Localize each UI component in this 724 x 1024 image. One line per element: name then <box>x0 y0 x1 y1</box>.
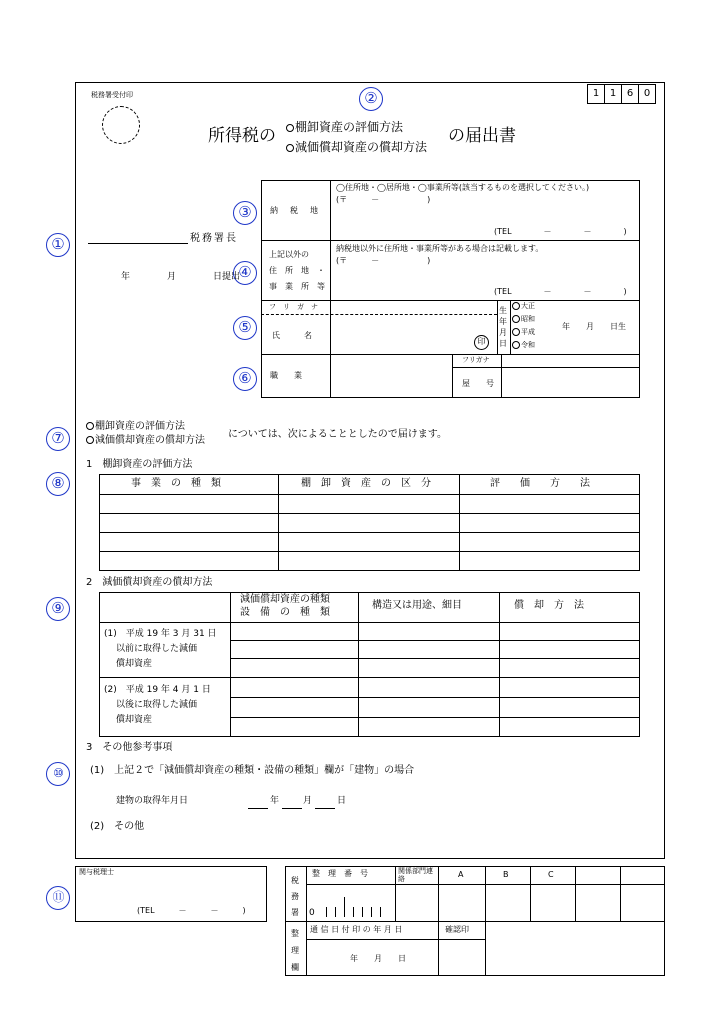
title-option-1-label: 棚卸資産の評価方法 <box>295 120 404 134</box>
office-day-submit: 日提出 <box>213 272 241 282</box>
statement-option-1[interactable] <box>86 422 185 432</box>
section2-heading: 2 減価償却資産の償却方法 <box>86 577 213 588</box>
comm-date-ymd: 年 月 日 <box>350 954 406 963</box>
marker-6: ⑥ <box>233 367 257 391</box>
divider <box>261 300 640 301</box>
tax-place-tel[interactable]: (TEL － － ) <box>494 227 627 236</box>
era-label: 平成 <box>521 328 535 336</box>
name-label: 氏 名 <box>272 331 312 340</box>
divider <box>230 697 640 698</box>
divider <box>99 513 640 514</box>
office-side-label-2: 整理欄 <box>291 929 299 972</box>
divider <box>485 866 486 921</box>
statement-option-2[interactable] <box>86 436 205 446</box>
statement-option-1-label: 棚卸資産の評価方法 <box>95 421 185 432</box>
office-year: 年 <box>121 272 131 282</box>
inventory-header-category: 棚 卸 資 産 の 区 分 <box>301 478 431 489</box>
title-prefix: 所得税の <box>208 126 276 146</box>
acq-day: 日 <box>337 796 347 806</box>
divider <box>452 354 453 398</box>
divider <box>99 622 640 623</box>
depr-header-kind-1: 減価償却資産の種類 <box>240 594 330 605</box>
divider <box>230 717 640 718</box>
marker-3: ③ <box>233 201 257 225</box>
seal-icon <box>474 335 489 350</box>
era-reiwa[interactable] <box>512 341 535 349</box>
stamp-label: 税務署受付印 <box>91 91 133 99</box>
form-code-digit: 1 <box>604 84 622 104</box>
divider <box>499 592 500 737</box>
seal-text: 印 <box>477 337 486 346</box>
marker-5: ⑤ <box>233 316 257 340</box>
form-code-digit: 1 <box>587 84 605 104</box>
col-a-label: A <box>458 870 464 879</box>
acq-year: 年 <box>270 796 280 806</box>
occupation-label: 職 業 <box>270 371 302 380</box>
col-b-label: B <box>503 870 509 879</box>
seiri-number-ticks[interactable] <box>318 897 393 917</box>
birth-ymd: 年 月 日生 <box>562 322 626 331</box>
marker-7: ⑦ <box>46 427 70 451</box>
form-code-digit: 6 <box>621 84 639 104</box>
divider <box>510 300 511 354</box>
divider <box>99 532 640 533</box>
other-addr-label-1: 上記以外の <box>269 250 309 259</box>
divider <box>306 884 665 885</box>
other-addr-label-3: 事 業 所 等 <box>269 282 325 291</box>
other-addr-label-2: 住 所 地 ・ <box>269 266 325 275</box>
office-suffix: 税務署長 <box>190 233 238 244</box>
era-label: 大正 <box>521 302 535 310</box>
seiri-number-label: 整 理 番 号 <box>312 869 368 878</box>
divider <box>278 474 279 571</box>
divider <box>285 921 665 922</box>
divider <box>358 592 359 737</box>
radio-icon <box>286 144 294 152</box>
tax-accountant-tel[interactable]: (TEL － － ) <box>137 906 246 915</box>
inventory-header-business: 事 業 の 種 類 <box>131 478 221 489</box>
divider <box>99 494 640 495</box>
inventory-header-method: 評 価 方 法 <box>490 478 595 489</box>
office-side-label-1: 税務署 <box>291 876 299 917</box>
divider <box>452 367 640 368</box>
trade-name-label: 屋 号 <box>462 379 494 388</box>
radio-icon <box>512 302 520 310</box>
office-line <box>88 243 188 244</box>
title-option-1 <box>286 121 403 133</box>
acq-day-line[interactable] <box>315 808 335 809</box>
title-suffix: の届出書 <box>448 126 516 146</box>
title-option-2-label: 減価償却資産の償却方法 <box>295 140 428 154</box>
section3-item1: (1) 上記２で「減価償却資産の種類・設備の種類」欄が「建物」の場合 <box>90 765 415 776</box>
furigana-label: フ リ ガ ナ <box>269 303 318 311</box>
section3-item2: (2) その他 <box>90 821 145 832</box>
acq-label: 建物の取得年月日 <box>116 796 189 806</box>
tax-place-label: 納 税 地 <box>270 206 320 215</box>
depr-header-method: 償 却 方 法 <box>514 600 584 611</box>
other-addr-postal[interactable]: (〒 － ) <box>336 256 431 265</box>
divider <box>497 300 498 354</box>
marker-10: ⑩ <box>46 762 70 786</box>
radio-icon <box>86 422 94 430</box>
era-showa[interactable] <box>512 315 535 323</box>
radio-icon <box>512 341 520 349</box>
era-heisei[interactable] <box>512 328 535 336</box>
divider <box>459 474 460 571</box>
marker-9: ⑨ <box>46 597 70 621</box>
divider <box>485 921 486 976</box>
divider <box>438 921 439 976</box>
seiri-number-zero: 0 <box>309 908 315 918</box>
radio-icon <box>512 328 520 336</box>
divider <box>230 592 231 737</box>
depr-row1-line3: 償却資産 <box>116 659 153 669</box>
form-code-digit: 0 <box>638 84 656 104</box>
statement-option-2-label: 減価償却資産の償却方法 <box>95 435 205 446</box>
divider <box>530 866 531 921</box>
divider <box>501 354 502 398</box>
radio-icon <box>86 436 94 444</box>
statement-text: については、次によることとしたので届けます。 <box>228 429 447 440</box>
acq-month: 月 <box>303 796 313 806</box>
acq-month-line[interactable] <box>282 808 302 809</box>
acq-year-line[interactable] <box>248 808 268 809</box>
birth-label: 生年月日 <box>499 306 507 348</box>
related-dept-label: 関係部門連 絡 <box>398 867 440 883</box>
confirm-label: 確認印 <box>445 925 469 934</box>
divider <box>575 866 576 921</box>
marker-2: ② <box>359 87 383 111</box>
era-taisho[interactable] <box>512 302 535 310</box>
depr-row2-line3: 償却資産 <box>116 715 153 725</box>
stamp-circle <box>102 106 140 144</box>
trade-name-furigana: フリガナ <box>462 356 490 364</box>
divider <box>620 866 621 921</box>
marker-11: ⑪ <box>46 886 70 910</box>
era-label: 令和 <box>521 341 535 349</box>
depr-row1-line1: (1) 平成 19 年 3 月 31 日 <box>104 629 217 639</box>
divider <box>395 866 396 921</box>
comm-date-label: 通 信 日 付 印 の 年 月 日 <box>310 925 403 934</box>
depreciation-table <box>99 592 640 737</box>
divider <box>261 240 640 241</box>
era-label: 昭和 <box>521 315 535 323</box>
tax-place-postal[interactable]: (〒 － ) <box>336 195 431 204</box>
divider <box>230 658 640 659</box>
divider <box>99 551 640 552</box>
divider <box>306 939 485 940</box>
divider <box>99 677 640 678</box>
section3-heading: 3 その他参考事項 <box>86 742 173 753</box>
office-month: 月 <box>167 272 177 282</box>
depr-header-struct: 構造又は用途、細目 <box>372 600 462 611</box>
divider <box>261 354 640 355</box>
other-addr-note: 納税地以外に住所地・事業所等がある場合は記載します。 <box>336 244 544 253</box>
divider <box>330 180 331 398</box>
depr-header-kind-2: 設 備 の 種 類 <box>240 607 330 618</box>
divider <box>261 314 497 315</box>
divider <box>230 640 640 641</box>
other-addr-tel[interactable]: (TEL － － ) <box>494 287 627 296</box>
depr-row2-line1: (2) 平成 19 年 4 月 1 日 <box>104 685 211 695</box>
title-option-2 <box>286 141 427 153</box>
tax-accountant-label: 関与税理士 <box>79 868 114 876</box>
depr-row2-line2: 以後に取得した減価 <box>116 700 198 710</box>
marker-4: ④ <box>233 261 257 285</box>
radio-icon <box>286 124 294 132</box>
marker-1: ① <box>46 233 70 257</box>
marker-8: ⑧ <box>46 472 70 496</box>
section1-heading: 1 棚卸資産の評価方法 <box>86 459 193 470</box>
col-c-label: C <box>548 870 554 879</box>
depr-row1-line2: 以前に取得した減価 <box>116 644 198 654</box>
radio-icon <box>512 315 520 323</box>
tax-place-options[interactable]: ◯住所地・◯居所地・◯事業所等(該当するものを選択してください。) <box>336 183 590 192</box>
